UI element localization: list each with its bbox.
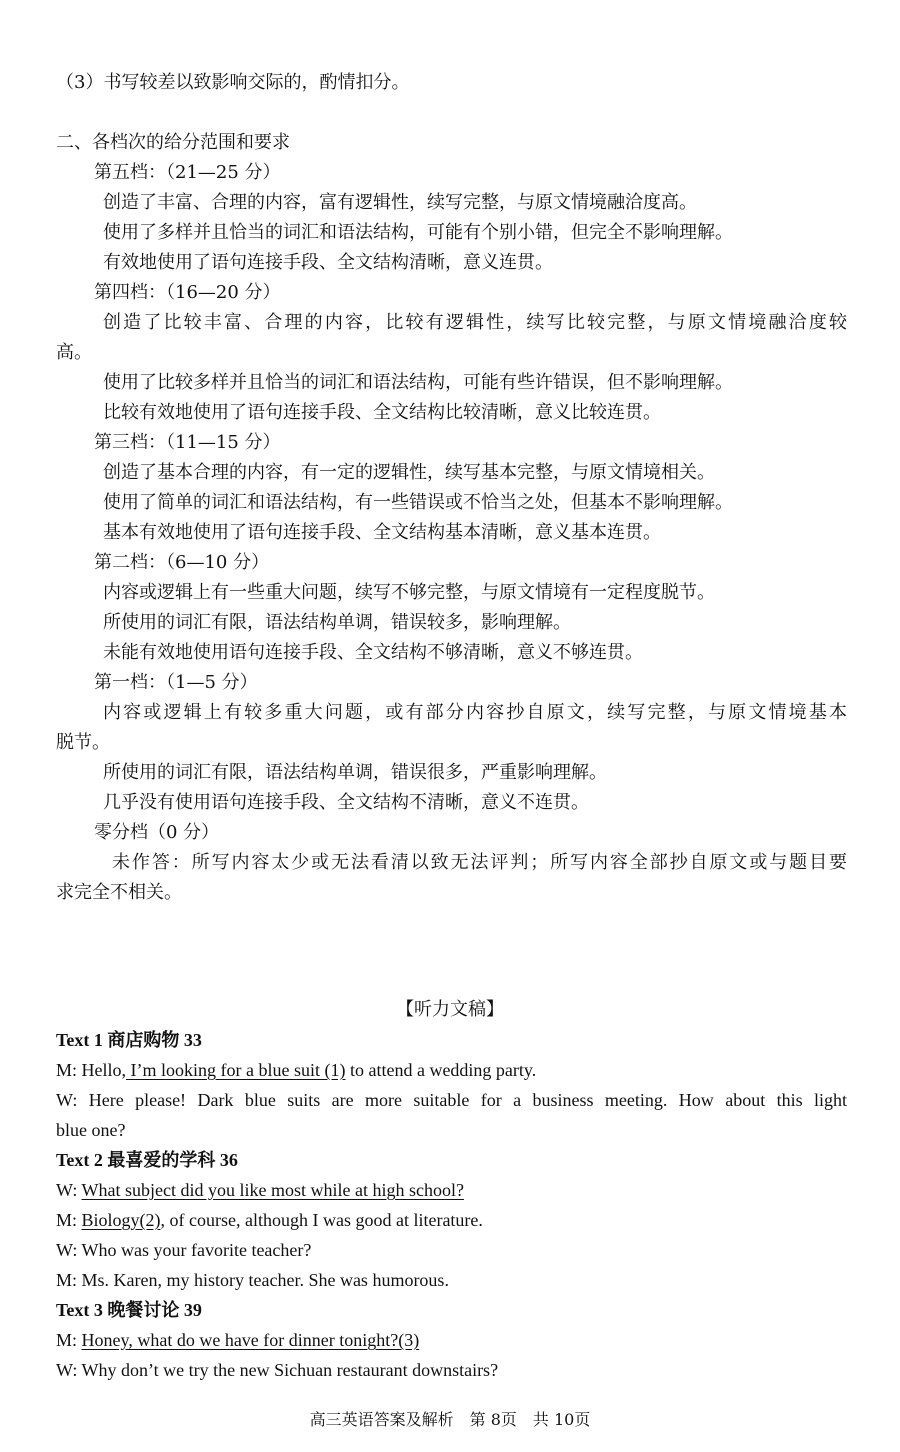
dialogue-answer-underlined: Honey, what do we have for dinner tonight?(3) [81,1330,420,1350]
tier-0-criterion: 未作答：所写内容太少或无法看清以致无法评判；所写内容全部抄自原文或与题目要 [112,852,847,873]
tier-2-title: 第二档：（6—10 分） [94,552,270,573]
text-3-heading: Text 3 晚餐讨论 39 [56,1300,202,1320]
tier-2-criterion-language: 所使用的词汇有限，语法结构单调，错误较多，影响理解。 [103,612,571,633]
tier-5-criterion-content: 创造了丰富、合理的内容，富有逻辑性，续写完整，与原文情境融洽度高。 [103,192,697,213]
dialogue-text: to attend a wedding party. [345,1060,537,1080]
text-1-heading: Text 1 商店购物 33 [56,1030,202,1050]
tier-1-criterion-content-cont: 脱节。 [56,732,110,753]
page-footer: 高三英语答案及解析 第 8页 共 10页 [309,1410,591,1429]
text-2-line-1 [56,1177,464,1203]
dialogue-text: , of course, although I was good at literature. [160,1210,483,1230]
text-1-line-3: blue one? [56,1120,126,1140]
dialogue-answer-underlined: I’m looking for a blue suit (1) [126,1060,346,1080]
tier-4-criterion-language: 使用了比较多样并且恰当的词汇和语法结构，可能有些许错误，但不影响理解。 [103,372,733,393]
dialogue-text: M: [56,1330,82,1350]
tier-2-criterion-structure: 未能有效地使用语句连接手段、全文结构不够清晰，意义不够连贯。 [103,642,643,663]
tier-4-title: 第四档：（16—20 分） [94,282,281,303]
tier-5-criterion-language: 使用了多样并且恰当的词汇和语法结构，可能有个别小错，但完全不影响理解。 [103,222,733,243]
text-2-heading: Text 2 最喜爱的学科 36 [56,1150,238,1170]
tier-3-title: 第三档：（11—15 分） [94,432,281,453]
dialogue-answer-underlined: What subject did you like most while at high school? [81,1180,464,1200]
text-3-line-2: W: Why don’t we try the new Sichuan restaurant downstairs? [56,1360,499,1380]
tier-1-criterion-language: 所使用的词汇有限，语法结构单调，错误很多，严重影响理解。 [103,762,607,783]
dialogue-text: W: [56,1180,82,1200]
scoring-rule-3: （3）书写较差以致影响交际的，酌情扣分。 [56,72,410,93]
tier-1-title: 第一档：（1—5 分） [94,672,258,693]
tier-4-criterion-content-cont: 高。 [56,342,92,363]
tier-2-criterion-content: 内容或逻辑上有一些重大问题，续写不够完整，与原文情境有一定程度脱节。 [103,582,715,603]
tier-0-criterion-cont: 求完全不相关。 [56,882,182,903]
section-2-title: 二、各档次的给分范围和要求 [56,132,290,153]
tier-3-criterion-content: 创造了基本合理的内容，有一定的逻辑性，续写基本完整，与原文情境相关。 [103,462,715,483]
text-1-line-1 [56,1057,536,1083]
tier-0-title: 零分档（0 分） [94,822,220,843]
tier-1-criterion-content: 内容或逻辑上有较多重大问题，或有部分内容抄自原文，续写完整，与原文情境基本 [103,702,847,723]
tier-3-criterion-structure: 基本有效地使用了语句连接手段、全文结构基本清晰，意义基本连贯。 [103,522,661,543]
dialogue-text: M: Hello, [56,1060,126,1080]
text-1-line-2: W: Here please! Dark blue suits are more suitable for a business meeting. How about this light [56,1090,847,1110]
text-2-line-2 [56,1207,483,1233]
tier-1-criterion-structure: 几乎没有使用语句连接手段、全文结构不清晰，意义不连贯。 [103,792,589,813]
dialogue-text: M: [56,1210,82,1230]
tier-4-criterion-structure: 比较有效地使用了语句连接手段、全文结构比较清晰，意义比较连贯。 [103,402,661,423]
text-2-line-4: M: Ms. Karen, my history teacher. She was humorous. [56,1270,449,1290]
text-2-line-3: W: Who was your favorite teacher? [56,1240,312,1260]
dialogue-answer-underlined: Biology(2) [81,1210,161,1230]
text-3-line-1 [56,1327,419,1353]
tier-3-criterion-language: 使用了简单的词汇和语法结构，有一些错误或不恰当之处，但基本不影响理解。 [103,492,733,513]
tier-5-criterion-structure: 有效地使用了语句连接手段、全文结构清晰，意义连贯。 [103,252,553,273]
tier-4-criterion-content: 创造了比较丰富、合理的内容，比较有逻辑性，续写比较完整，与原文情境融洽度较 [103,312,847,333]
transcript-title: 【听力文稿】 [396,999,504,1020]
tier-5-title: 第五档：（21—25 分） [94,162,281,183]
